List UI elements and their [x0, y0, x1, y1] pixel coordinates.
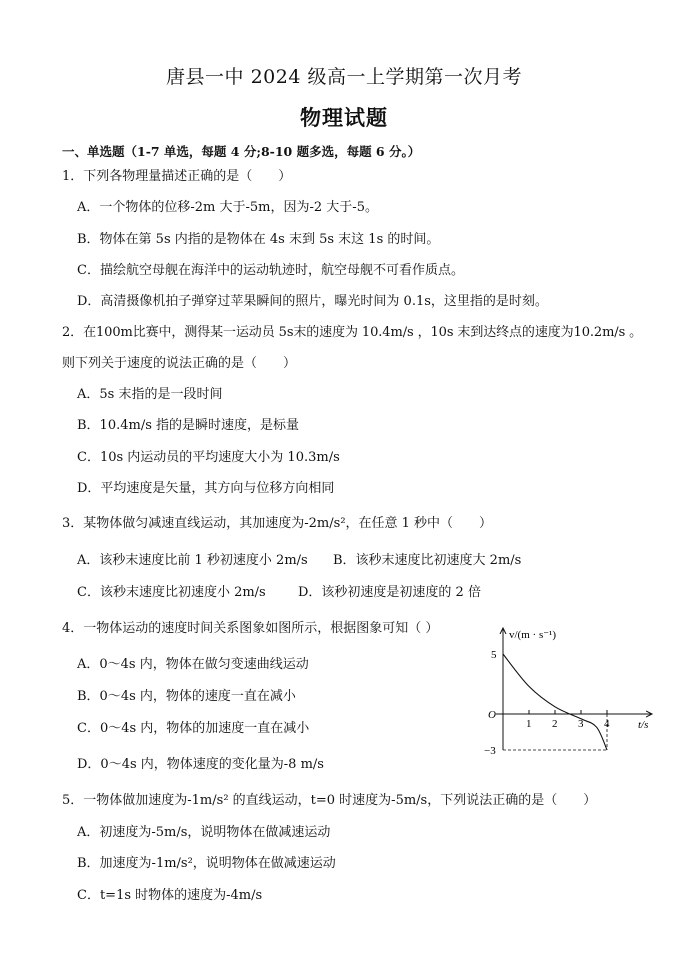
question-2-stem-continued: 则下列关于速度的说法正确的是（ ） — [62, 356, 297, 371]
question-5-option-b: B．加速度为-1m/s²，说明物体在做减速运动 — [77, 856, 336, 871]
question-4-option-d: D．0～4s 内，物体速度的变化量为-8 m/s — [77, 757, 324, 772]
y-axis-label: v/(m · s⁻¹) — [509, 629, 556, 641]
x-tick-label-2: 2 — [552, 718, 558, 730]
question-1-option-a: A．一个物体的位移-2m 大于-5m，因为-2 大于-5。 — [77, 200, 378, 215]
question-1-stem: 1．下列各物理量描述正确的是（ ） — [62, 169, 292, 184]
y-tick-label-5: 5 — [491, 649, 497, 661]
page-subtitle: 物理试题 — [300, 105, 388, 130]
page-title: 唐县一中 2024 级高一上学期第一次月考 — [166, 66, 522, 88]
question-2-option-d: D．平均速度是矢量，其方向与位移方向相同 — [77, 481, 335, 496]
question-4-stem: 4．一物体运动的速度时间关系图象如图所示，根据图象可知（ ） — [62, 621, 439, 636]
question-5-stem: 5．一物体做加速度为-1m/s² 的直线运动，t=0 时速度为-5m/s，下列说法正确的是（ ） — [62, 793, 597, 808]
section-heading: 一、单选题（1-7 单选，每题 4 分;8-10 题多选，每题 6 分。） — [62, 144, 421, 159]
question-2-option-b: B．10.4m/s 指的是瞬时速度，是标量 — [77, 418, 300, 433]
question-3-option-a: A．该秒末速度比前 1 秒初速度小 2m/s — [77, 553, 308, 568]
velocity-curve — [503, 654, 607, 750]
question-1-option-d: D．高清摄像机拍子弹穿过苹果瞬间的照片，曝光时间为 0.1s，这里指的是时刻。 — [77, 294, 548, 309]
question-5-option-c: C．t=1s 时物体的速度为-4m/s — [77, 888, 263, 903]
question-2-option-c: C．10s 内运动员的平均速度大小为 10.3m/s — [77, 450, 340, 465]
origin-label: O — [488, 709, 496, 721]
y-tick-label-minus-3: −3 — [484, 745, 496, 757]
velocity-time-graph — [476, 620, 666, 760]
question-2-option-a: A．5s 末指的是一段时间 — [77, 387, 223, 402]
question-4-option-b: B．0～4s 内，物体的速度一直在减小 — [77, 689, 296, 704]
question-3-stem: 3．某物体做匀减速直线运动，其加速度为-2m/s²，在任意 1 秒中（ ） — [62, 516, 493, 531]
question-2-stem: 2．在100m比赛中，测得某一运动员 5s末的速度为 10.4m/s ，10s 末到达终点的速度为10.2m/s 。 — [62, 325, 643, 340]
question-4-option-a: A．0～4s 内，物体在做匀变速曲线运动 — [77, 657, 309, 672]
question-1-option-c: C．描绘航空母舰在海洋中的运动轨迹时，航空母舰不可看作质点。 — [77, 263, 464, 278]
x-axis-label: t/s — [638, 719, 649, 731]
question-3-option-c: C．该秒末速度比初速度小 2m/s — [77, 585, 266, 600]
question-1-option-b: B．物体在第 5s 内指的是物体在 4s 末到 5s 末这 1s 的时间。 — [77, 232, 440, 247]
question-4-option-c: C．0～4s 内，物体的加速度一直在减小 — [77, 721, 310, 736]
question-3-option-d: D．该秒初速度是初速度的 2 倍 — [298, 585, 481, 600]
x-tick-label-4: 4 — [604, 718, 610, 730]
question-3-option-b: B．该秒末速度比初速度大 2m/s — [333, 553, 522, 568]
x-tick-label-3: 3 — [578, 718, 584, 730]
x-tick-label-1: 1 — [526, 718, 532, 730]
question-5-option-a: A．初速度为-5m/s，说明物体在做减速运动 — [77, 825, 331, 840]
